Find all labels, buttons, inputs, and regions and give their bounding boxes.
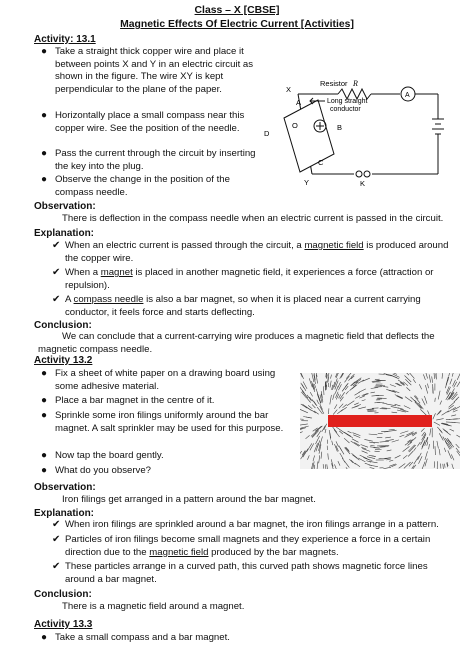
activity1-bullet-1: ● Take a straight thick copper wire and place it between points X and Y in an electric circuit as shown in the figure. The wire XY is kept perpendicular to the plane of the paper. — [41, 46, 254, 95]
conclusion-2-text: There is a magnetic field around a magnet. — [62, 601, 245, 612]
bullet-dot: ● — [41, 110, 48, 121]
observation-1-title: Observation: — [34, 201, 96, 212]
document-title: Magnetic Effects Of Electric Current [Activities] — [120, 19, 354, 30]
activity3-bullet-1: ● Take a small compass and a bar magnet. — [41, 632, 230, 643]
bullet-dot: ● — [41, 368, 48, 379]
activity2-bullet-4: ● Now tap the board gently. — [41, 450, 164, 461]
bar-magnet-iron-filings-image — [300, 373, 460, 469]
conclusion-2-title: Conclusion: — [34, 589, 92, 600]
key-k-label: K — [360, 179, 366, 188]
bullet-dot: ● — [41, 465, 48, 476]
bar-magnet — [328, 415, 432, 427]
wire-label-1: Long straight — [327, 98, 368, 105]
explanation-2-item-3: ✔ These particles arrange in a curved path, this curved path shows magnetic force lines around a bar magnet. — [52, 561, 428, 585]
conclusion-1-text: We can conclude that a current-carrying wire produces a magnetic field that deflects the magnetic compass needle. — [38, 331, 435, 355]
wire-label-2: conductor — [330, 106, 361, 113]
activity2-bullet-2: ● Place a bar magnet in the centre of it. — [41, 395, 215, 406]
conclusion-1-title: Conclusion: — [34, 320, 92, 331]
class-heading: Class – X [CBSE] — [194, 5, 280, 16]
check-icon: ✔ — [52, 519, 61, 530]
activity2-bullet-1: ● Fix a sheet of white paper on a drawing board using some adhesive material. — [41, 368, 276, 392]
point-d-label: D — [264, 129, 270, 138]
bullet-dot: ● — [41, 148, 48, 159]
activity1-bullet-3: ● Pass the current through the circuit by inserting the key into the plug. — [41, 148, 256, 172]
bullet-dot: ● — [41, 46, 48, 57]
bullet-dot: ● — [41, 410, 48, 421]
explanation-1-item-3: ✔ A compass needle is also a bar magnet, so when it is placed near a current carrying conductor, it feels force and starts deflecting. — [52, 294, 421, 318]
activity-13-3-title: Activity 13.3 — [34, 619, 93, 630]
explanation-2-item-2: ✔ Particles of iron filings become small magnets and they experience a force in a certain direction due to the magnetic field produced by the bar magnets. — [52, 534, 431, 558]
explanation-2-item-1: ✔ When iron filings are sprinkled around a bar magnet, the iron filings arrange in a pattern. — [52, 519, 439, 530]
activity2-bullet-3: ● Sprinkle some iron filings uniformly around the bar magnet. A salt sprinkler may be used for this purpose. — [41, 410, 284, 434]
bullet-dot: ● — [41, 632, 48, 643]
point-b-label: B — [337, 123, 343, 132]
activity-13-1-title: Activity: 13.1 — [34, 34, 96, 45]
activity2-bullet-5: ● What do you observe? — [41, 465, 151, 476]
observation-1-text: There is deflection in the compass needle when an electric current is passed in the circuit. — [62, 213, 444, 224]
check-icon: ✔ — [52, 267, 61, 278]
activity1-bullet-2: ● Horizontally place a small compass near this copper wire. See the position of the needle. — [41, 110, 245, 134]
point-o-label: O — [292, 121, 298, 130]
bullet-dot: ● — [41, 174, 48, 185]
activity1-bullet-4: ● Observe the change in the position of the compass needle. — [41, 174, 230, 198]
ammeter-label: A — [405, 92, 410, 99]
explanation-1-item-1: ✔ When an electric current is passed through the circuit, a magnetic field is produced around the copper wire. — [52, 240, 449, 264]
bullet-dot: ● — [41, 395, 48, 406]
bullet-dot: ● — [41, 450, 48, 461]
point-c-label: C — [318, 158, 324, 167]
circuit-diagram — [260, 74, 456, 198]
activity-13-2-title: Activity 13.2 — [34, 355, 93, 366]
check-icon: ✔ — [52, 534, 61, 545]
resistor-label: Resistor — [320, 79, 348, 88]
point-a-label: A — [296, 98, 302, 107]
check-icon: ✔ — [52, 561, 61, 572]
resistor-symbol-label: R — [353, 79, 358, 88]
point-x-label: X — [286, 85, 292, 94]
observation-2-text: Iron filings get arranged in a pattern around the bar magnet. — [62, 494, 316, 505]
observation-2-title: Observation: — [34, 482, 96, 493]
explanation-1-item-2: ✔ When a magnet is placed in another magnetic field, it experiences a force (attraction or repulsion). — [52, 267, 434, 291]
explanation-1-title: Explanation: — [34, 228, 95, 239]
check-icon: ✔ — [52, 240, 61, 251]
explanation-2-title: Explanation: — [34, 508, 95, 519]
check-icon: ✔ — [52, 294, 61, 305]
point-y-label: Y — [304, 178, 310, 187]
